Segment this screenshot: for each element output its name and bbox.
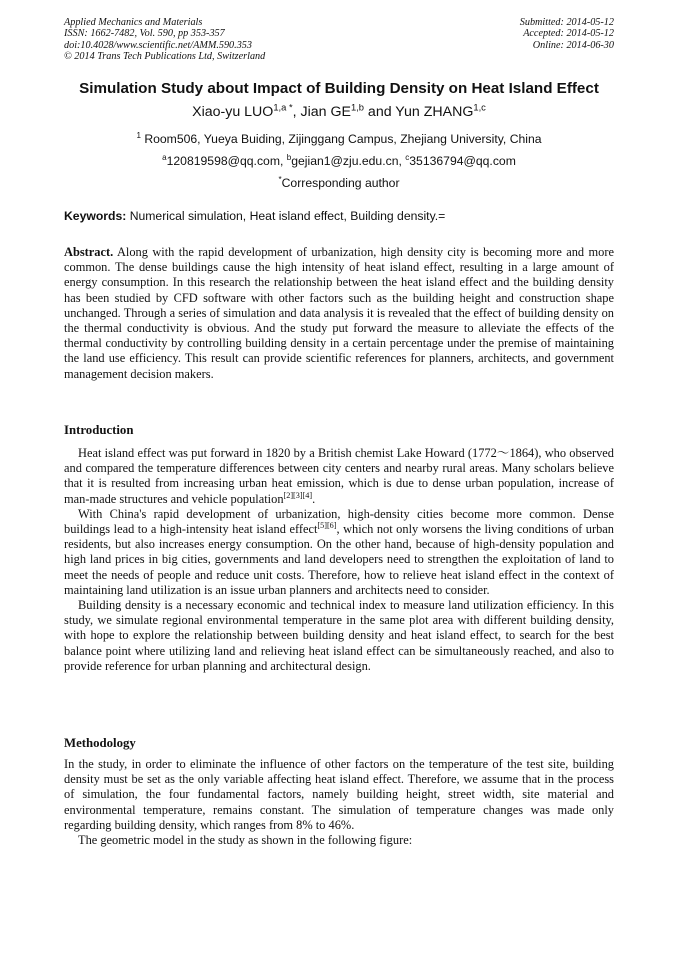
section-heading-methodology: Methodology xyxy=(64,736,136,750)
abstract-label: Abstract. xyxy=(64,245,114,259)
corresponding-author-note xyxy=(0,176,678,190)
email-address: 35136794@qq.com xyxy=(409,154,516,168)
paragraph-text: , which not only worsens the living conditions of urban residents, but also increases energy consumption. On the other hand, because of high-density population and high land prices in big cities, governments and land developers need to strengthen the exploitation of land to meet the needs of people and reduce unit costs. Therefore, how to relieve heat island effect in the context of maintaining land utilization is an issue urban planners and architects need to consider. xyxy=(64,522,615,597)
author-name: Jian GE xyxy=(300,104,351,120)
corresponding-text: Corresponding author xyxy=(281,176,400,190)
author-name: Xiao-yu LUO xyxy=(192,104,274,120)
accepted-date: Accepted: 2014-05-12 xyxy=(523,28,614,40)
affiliation-text: Room506, Yueya Buiding, Zijinggang Campus, Zhejiang University, China xyxy=(140,132,542,146)
email-mark: a xyxy=(162,152,167,162)
journal-issn: ISSN: 1662-7482, Vol. 590, pp 353-357 xyxy=(64,28,225,40)
keywords-label: Keywords: xyxy=(64,209,127,223)
online-date: Online: 2014-06-30 xyxy=(532,39,614,51)
journal-header-left xyxy=(64,17,265,63)
author-separator: , xyxy=(292,104,301,120)
author-affiliation-mark: 1,a * xyxy=(273,102,293,113)
keywords xyxy=(64,209,624,223)
paragraph: Building density is a necessary economic and technical index to measure land utilization efficiency. In this study, we simulate regional environmental temperature in the same plot area with different building density, with hope to explore the relationship between building density and heat island effect, to search for the best balance point where utilizing land and relieving heat island effect can be simultaneously reached, and also to provide reference for urban planning and architectural design. xyxy=(64,598,614,673)
paragraph-text: Heat island effect was put forward in 1820 by a British chemist Lake Howard (1772～1864), who observed and compared the temperature differences between city centers and nearby rural areas. Many scholars believe that it is resulted from increasing urban heat emission, which is due to dense urban population, increase of man-made structures and vehicle population xyxy=(64,446,614,506)
email-address: 120819598@qq.com, xyxy=(166,154,287,168)
author-name: Yun ZHANG xyxy=(395,104,474,120)
paragraph-text: With China's rapid development of urbanization, high-density cities become more common. Dense buildings lead to a high-intensity heat island effect xyxy=(64,506,614,537)
email-mark: c xyxy=(405,152,410,162)
abstract-text: Along with the rapid development of urbanization, high density city is becoming more and more common. The dense buildings cause the high intensity of heat island effect, resulting in a large amount of energy consumption. In this research the relationship between the heat island effect and the building density has been studied by CFD software with other factors such as the building height and construction shape unchanged. Through a series of simulation and data analysis it is revealed that the effect of building density on the thermal conductivity is obvious. And the study put forward the measure to alleviate the effects of the thermal conductivity by controlling building density in a certain percentage under the premise of maintaining the land use efficiency. This result can provide scientific references for planners, architects, and government management decision makers. xyxy=(64,245,614,381)
keywords-text: Numerical simulation, Heat island effect, Building density.= xyxy=(126,209,446,223)
email-address: gejian1@zju.edu.cn, xyxy=(291,154,406,168)
author-affiliation-mark: 1,b xyxy=(350,102,364,113)
paragraph xyxy=(64,507,614,598)
citation: [5][6] xyxy=(317,520,337,530)
affiliation xyxy=(0,132,678,146)
paragraph: In the study, in order to eliminate the influence of other factors on the temperature of the test site, building density must be set as the only variable affecting heat island effect. Therefore, we assume that in the process of simulation, the four fundamental factors, namely building height, street width, site material and environmental temperature, remains constant. The simulation of temperature changes was made only regarding building density, which ranges from 8% to 46%. xyxy=(64,757,614,832)
corresponding-mark: * xyxy=(278,174,282,184)
citation: [2][3][4] xyxy=(283,490,313,500)
journal-doi: doi:10.4028/www.scientific.net/AMM.590.353 xyxy=(64,39,252,51)
abstract xyxy=(64,245,614,382)
author-list xyxy=(0,104,678,120)
introduction-section xyxy=(64,446,614,674)
journal-name: Applied Mechanics and Materials xyxy=(64,17,203,28)
section-heading-introduction: Introduction xyxy=(64,423,134,437)
methodology-section xyxy=(64,757,614,848)
paragraph: The geometric model in the study as shown in the following figure: xyxy=(78,833,413,848)
paragraph xyxy=(64,446,614,507)
author-emails xyxy=(0,154,678,168)
journal-copyright: © 2014 Trans Tech Publications Ltd, Switzerland xyxy=(64,51,266,63)
paper-title: Simulation Study about Impact of Building Density on Heat Island Effect xyxy=(79,80,599,97)
author-affiliation-mark: 1,c xyxy=(473,102,486,113)
affiliation-mark: 1 xyxy=(136,130,141,140)
paragraph-text: . xyxy=(312,491,316,506)
submitted-date: Submitted: 2014-05-12 xyxy=(519,17,614,28)
journal-header-right xyxy=(520,17,614,51)
author-separator: and xyxy=(363,104,396,120)
email-mark: b xyxy=(286,152,292,162)
